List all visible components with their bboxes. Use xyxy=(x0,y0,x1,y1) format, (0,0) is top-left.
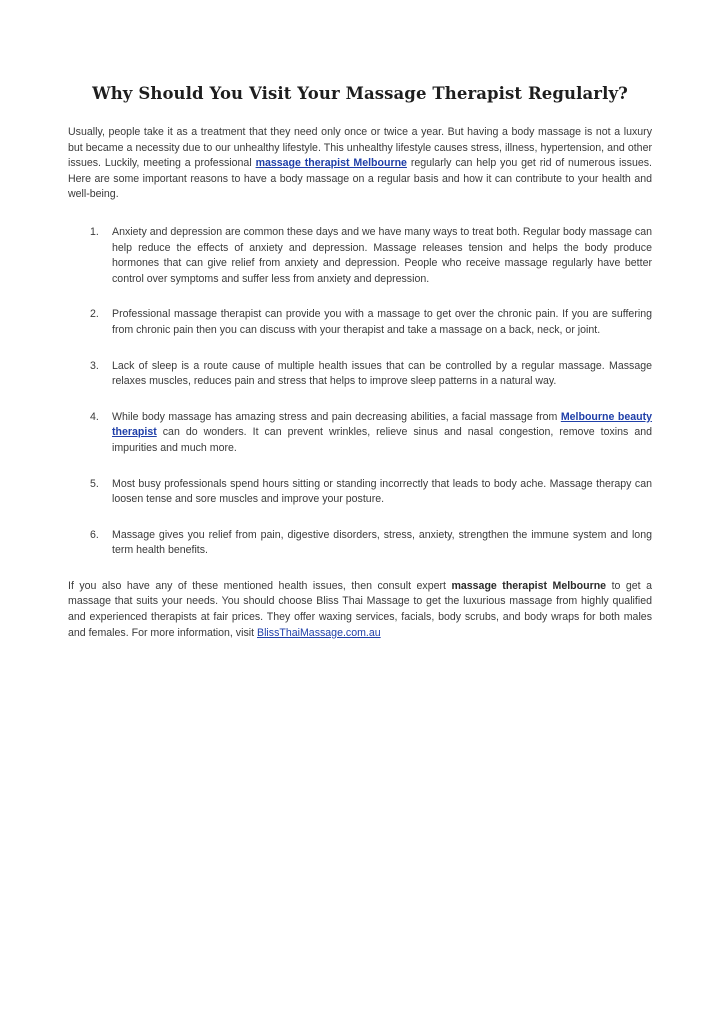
closing-paragraph xyxy=(68,579,652,641)
list-item-text: Massage gives you relief from pain, digestive disorders, stress, anxiety, strengthen the immune system and long term health benefits. xyxy=(112,528,652,557)
list-item xyxy=(68,359,652,390)
list-item-text-2: can do wonders. It can prevent wrinkles, relieve sinus and nasal congestion, remove toxins and impurities and much more. xyxy=(112,426,652,454)
list-item-text: Anxiety and depression are common these days and we have many ways to treat both. Regular body massage can help reduce the effects of anxiety and depression. Massage releases tension and helps the body produce hormones that can give relief from anxiety and depression. People who receive massage regularly have better control over symptoms and suffer less from anxiety and depression. xyxy=(112,225,652,285)
page-title: Why Should You Visit Your Massage Therapist Regularly? xyxy=(92,84,628,103)
list-item-text: Most busy professionals spend hours sitting or standing incorrectly that leads to body ache. Massage therapy can loosen tense and sore muscles and improve your posture. xyxy=(112,477,652,506)
intro-text-1: Usually, people take it as a treatment that they need only once or twice a year. But having a body massage is not a luxury but became a necessity due to our unhealthy lifestyle. This unhealthy lifestyle causes stress, illness, hypertension, and other issues. Luckily, meeting a professional xyxy=(68,126,652,170)
list-number: 4. xyxy=(90,410,99,423)
massage-therapist-melbourne-link[interactable]: massage therapist Melbourne xyxy=(255,157,407,170)
list-item xyxy=(68,410,652,457)
closing-text-2: to get a massage that suits your needs. You should choose Bliss Thai Massage to get the luxurious massage from highly qualified and experienced therapists at fair prices. They offer waxing services, facials, body scrubs, and body wraps for both males and females. For more information, visit xyxy=(68,579,652,639)
list-item-text: Professional massage therapist can provide you with a massage to get over the chronic pain. If you are suffering from chronic pain then you can discuss with your therapist and take a massage on a back, neck, or joint. xyxy=(112,308,652,336)
closing-text-1: If you also have any of these mentioned health issues, then consult expert xyxy=(68,579,452,592)
melbourne-beauty-therapist-link[interactable]: Melbourne beauty therapist xyxy=(112,410,652,439)
list-item xyxy=(68,528,652,559)
list-number: 5. xyxy=(90,477,99,490)
closing-bold-keyword: massage therapist Melbourne xyxy=(451,579,607,592)
list-number: 2. xyxy=(90,308,99,321)
list-item-text: While body massage has amazing stress and pain decreasing abilities, a facial massage from xyxy=(112,410,561,423)
list-number: 6. xyxy=(90,528,99,541)
list-item xyxy=(68,307,652,338)
list-number: 3. xyxy=(90,359,99,372)
intro-text-2: regularly can help you get rid of numerous issues. Here are some important reasons to have a body massage on a regular basis and how it can contribute to your health and well-being. xyxy=(68,157,652,201)
reasons-list xyxy=(68,225,652,559)
website-link[interactable]: BlissThaiMassage.com.au xyxy=(257,626,381,639)
list-item-text: Lack of sleep is a route cause of multiple health issues that can be controlled by a regular massage. Massage relaxes muscles, reduces pain and stress that helps to improve sleep patterns in a natural way. xyxy=(112,359,652,388)
list-item xyxy=(68,477,652,508)
list-number: 1. xyxy=(90,225,99,238)
intro-paragraph xyxy=(68,125,652,203)
list-item xyxy=(68,225,652,287)
